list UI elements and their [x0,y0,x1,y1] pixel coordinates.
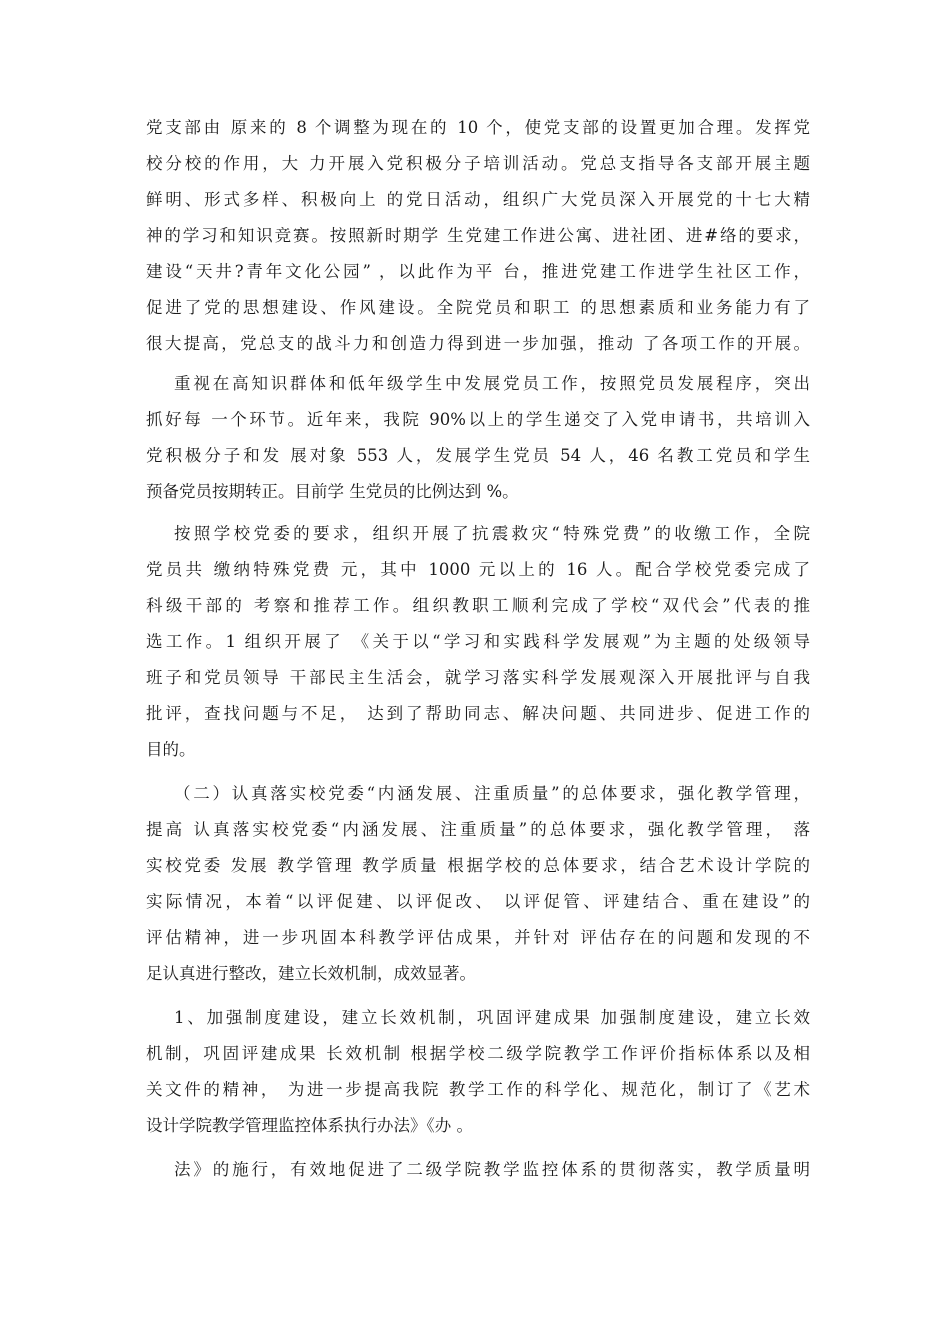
text-line: 很大提高，党总支的战斗力和创造力得到进一步加强，推动 了各项工作的开展。 [146,334,810,353]
text-line: 党积极分子和发 展对象 553 人，发展学生党员 54 人，46 名教工党员和学生 [146,446,810,465]
text-line: 按照学校党委的要求，组织开展了抗震救灾“特殊党费”的收缴工作，全院 [174,524,810,543]
text-line: 党员共 缴纳特殊党费 元，其中 1000 元以上的 16 人。配合学校党委完成了 [146,560,810,579]
text-line: 目的。 [146,740,196,759]
text-line: 促进了党的思想建设、作风建设。全院党员和职工 的思想素质和业务能力有了 [146,298,810,317]
text-line: 实校党委 发展 教学管理 教学质量 根据学校的总体要求，结合艺术设计学院的 [146,856,810,875]
text-line: 预备党员按期转正。目前学 生党员的比例达到 %。 [146,482,519,501]
section-heading: （二）认真落实校党委“内涵发展、注重质量”的总体要求，强化教学管理， [174,784,810,803]
text-line: 关文件的精神， 为进一步提高我院 教学工作的科学化、规范化，制订了《艺术 [146,1080,810,1099]
text-line: 抓好每 一个环节。近年来，我院 90%以上的学生递交了入党申请书，共培训入 [146,410,810,429]
text-line: 设计学院教学管理监控体系执行办法》《办 。 [146,1116,473,1135]
text-line: 机制，巩固评建成果 长效机制 根据学校二级学院教学工作评价指标体系以及相 [146,1044,810,1063]
text-line: 班子和党员领导 干部民主生活会，就学习落实科学发展观深入开展批评与自我 [146,668,810,687]
text-line: 校分校的作用，大 力开展入党积极分子培训活动。党总支指导各支部开展主题 [146,154,810,173]
text-line: 实际情况，本着“以评促建、以评促改、 以评促管、评建结合、重在建设”的 [146,892,810,911]
text-line: 重视在高知识群体和低年级学生中发展党员工作，按照党员发展程序，突出 [174,374,810,393]
text-line: 评估精神，进一步巩固本科教学评估成果，并针对 评估存在的问题和发现的不 [146,928,810,947]
text-line: 党支部由 原来的 8 个调整为现在的 10 个，使党支部的设置更加合理。发挥党 [146,118,810,137]
text-line: 科级干部的 考察和推荐工作。组织教职工顺利完成了学校“双代会”代表的推 [146,596,810,615]
text-line: 足认真进行整改，建立长效机制，成效显著。 [146,964,476,983]
text-line: 建设“天井?青年文化公园” ，以此作为平 台，推进党建工作进学生社区工作， [146,262,810,281]
text-line: 法》的施行，有效地促进了二级学院教学监控体系的贯彻落实，教学质量明 [174,1160,810,1179]
text-line: 批评，查找问题与不足， 达到了帮助同志、解决问题、共同进步、促进工作的 [146,704,810,723]
text-line: 提高 认真落实校党委“内涵发展、注重质量”的总体要求，强化教学管理， 落 [146,820,810,839]
subsection-heading: 1、加强制度建设，建立长效机制，巩固评建成果 加强制度建设，建立长效 [174,1008,810,1027]
text-line: 神的学习和知识竞赛。按照新时期学 生党建工作进公寓、进社团、进#络的要求， [146,226,810,245]
text-line: 鲜明、形式多样、积极向上 的党日活动，组织广大党员深入开展党的十七大精 [146,190,810,209]
text-line: 选工作。1 组织开展了 《关于以“学习和实践科学发展观”为主题的处级领导 [146,632,810,651]
